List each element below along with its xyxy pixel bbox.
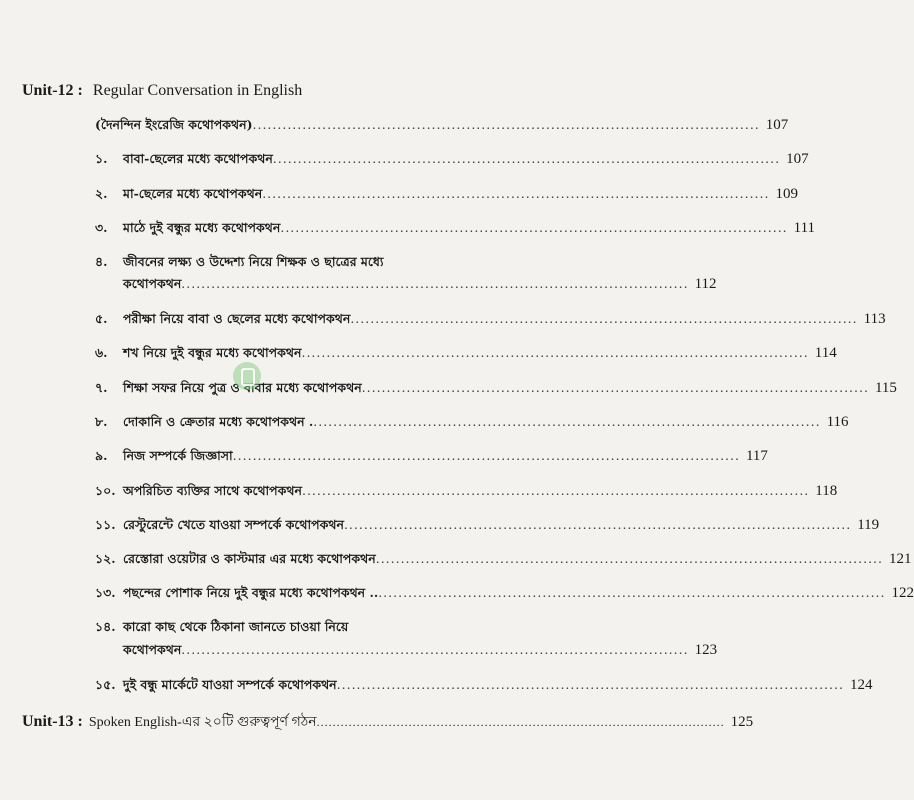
toc-entry-14-number: ১৪. xyxy=(95,619,116,634)
toc-entry-4: কথোপকথন ..... 112 xyxy=(123,276,429,296)
toc-entry-4-number: ৪. xyxy=(95,254,108,269)
unit-13-heading xyxy=(22,710,754,734)
unit-13-title: Spoken English-এর ২০টি গুরুত্বপূর্ণ গঠন xyxy=(88,715,317,730)
unit-12-label: Unit-12 : xyxy=(22,82,83,99)
toc-entry-7: ৭. শিক্ষা সফর নিয়ে পুত্র ও বাবার মধ্যে কথোপকথন ..... 115 xyxy=(95,380,429,400)
toc-entry-6: ৬. শখ নিয়ে দুই বন্ধুর মধ্যে কথোপকথন ..... 114 xyxy=(95,345,429,365)
unit-12-subtitle: (দৈনন্দিন ইংরেজি কথোপকথন) xyxy=(95,117,253,132)
toc-entry-2: ২. মা-ছেলের মধ্যে কথোপকথন ..... 109 xyxy=(95,186,429,206)
toc-entry-1: ১. বাবা-ছেলের মধ্যে কথোপকথন ..... 107 xyxy=(95,151,429,171)
toc-entry-5: ৫. পরীক্ষা নিয়ে বাবা ও ছেলের মধ্যে কথোপকথন ..... 113 xyxy=(95,311,429,331)
toc-entry-11: ১১. রেস্টুরেন্টে খেতে যাওয়া সম্পর্কে কথোপকথন ..... 119 xyxy=(95,517,429,537)
unit-13-label: Unit-13 : xyxy=(22,713,83,730)
toc-entry-13: ১৩. পছন্দের পোশাক নিয়ে দুই বন্ধুর মধ্যে কথোপকথন .. ..... 122 xyxy=(95,585,429,605)
toc-entry-8: ৮. দোকানি ও ক্রেতার মধ্যে কথোপকথন . ..... 116 xyxy=(95,414,429,434)
page-number: 107 xyxy=(765,117,789,133)
toc-entry-3: ৩. মাঠে দুই বন্ধুর মধ্যে কথোপকথন ..... 111 xyxy=(95,220,429,240)
watermark-icon xyxy=(233,362,261,390)
unit-12-heading xyxy=(22,82,302,100)
toc-entry-12: ১২. রেস্তোরা ওয়েটার ও কাস্টমার এর মধ্যে কথোপকথন ..... 121 xyxy=(95,551,429,571)
page-number: 125 xyxy=(730,714,754,730)
toc-entry-14-line1: কারো কাছ থেকে ঠিকানা জানতে চাওয়া নিয়ে xyxy=(123,619,349,634)
toc-entry-14: কথোপকথন ..... 123 xyxy=(123,642,429,662)
toc-entry-4-line1: জীবনের লক্ষ্য ও উদ্দেশ্য নিয়ে শিক্ষক ও ছাত্রের মধ্যে xyxy=(123,254,384,269)
toc-entry-10: ১০. অপরিচিত ব্যক্তির সাথে কথোপকথন ..... 118 xyxy=(95,483,429,503)
toc-entry-15: ১৫. দুই বন্ধু মার্কেটে যাওয়া সম্পর্কে কথোপকথন ..... 124 xyxy=(95,677,429,697)
unit-12-subtitle-entry xyxy=(95,117,789,137)
toc-entry-9: ৯. নিজ সম্পর্কে জিজ্ঞাসা ..... 117 xyxy=(95,448,429,468)
unit-12-title: Regular Conversation in English xyxy=(92,82,303,99)
